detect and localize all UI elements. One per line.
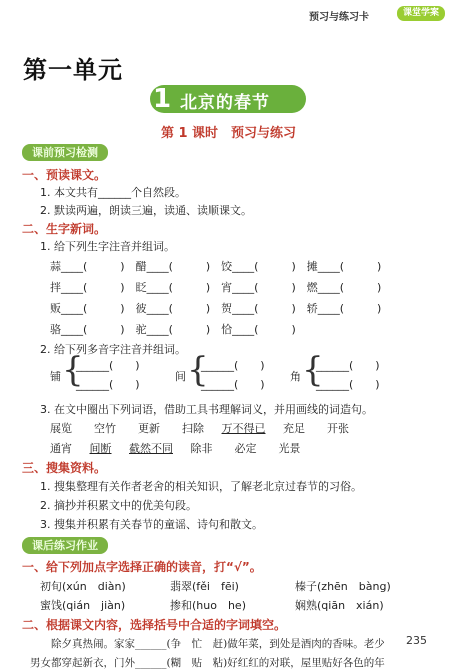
polyphone-char-2: 间: [175, 370, 186, 383]
pinyin-item: 翡翠(fěi fēi): [170, 580, 239, 593]
word-group: 除非 必定 光景: [190, 442, 301, 455]
question-3-1: 1. 搜集整理有关作者老舍的相关知识，了解老北京过春节的习俗。: [40, 480, 362, 493]
lesson-title: 北京的春节: [180, 93, 270, 113]
passage-line-1: 除夕真热闹。家家______(争 忙 赶)做年菜，到处是酒肉的香味。老少: [30, 638, 385, 650]
question-3-2: 2. 摘抄并积累文中的优美句段。: [40, 499, 197, 512]
page-number: 235: [406, 634, 427, 647]
unit-title: 第一单元: [23, 56, 123, 84]
polyphone-slot: ______( ): [316, 378, 380, 391]
header-title: 预习与练习卡: [309, 12, 369, 23]
char-row-1: 蒜____( ) 醋____( ) 饺____( ) 摊____( ): [50, 260, 382, 273]
underlined-word: 万不得已: [221, 422, 266, 435]
brace-2: {: [187, 350, 209, 390]
underlined-word: 间断: [89, 442, 112, 455]
section-preread: 一、预读课文。: [22, 168, 107, 182]
underlined-word: 截然不同: [129, 442, 173, 455]
polyphone-slot: ______( ): [201, 359, 265, 372]
polyphone-char-1: 铺: [50, 370, 61, 383]
char-row-4: 骆____( ) 驼____( ) 恰____( ): [50, 323, 296, 336]
section-fill-blank: 二、根据课文内容，选择括号中合适的字词填空。: [22, 618, 287, 632]
question-1-1: 1. 本文共有______个自然段。: [40, 186, 186, 199]
question-2-1: 1. 给下列生字注音并组词。: [40, 240, 175, 253]
header-badge: 课堂学案: [397, 6, 445, 21]
section-pronunciation: 一、给下列加点字选择正确的读音，打“√”。: [22, 560, 262, 574]
brace-3: {: [302, 350, 324, 390]
char-row-3: 贩____( ) 彼____( ) 贺____( ) 轿____( ): [50, 302, 382, 315]
word-group: 充足 开张: [283, 422, 349, 435]
brace-1: {: [62, 350, 84, 390]
word-group: 展览 空竹 更新 扫除: [50, 422, 204, 435]
polyphone-slot: ______( ): [201, 378, 265, 391]
word-list-1: [50, 420, 349, 436]
polyphone-slot: ______( ): [76, 359, 140, 372]
word-list-2: [50, 440, 301, 456]
polyphone-slot: ______( ): [316, 359, 380, 372]
pinyin-item: 掺和(huo he): [170, 599, 246, 612]
question-1-2: 2. 默读两遍，朗读三遍，读通、读顺课文。: [40, 204, 252, 217]
post-class-bar: 课后练习作业: [22, 537, 108, 554]
polyphone-slot: ______( ): [76, 378, 140, 391]
section-new-words: 二、生字新词。: [22, 222, 107, 236]
section-research: 三、搜集资料。: [22, 461, 107, 475]
pinyin-item: 娴熟(qiān xián): [295, 599, 384, 612]
pinyin-item: 蜜饯(qián jiàn): [40, 599, 126, 612]
polyphone-char-3: 角: [290, 370, 301, 383]
period-title: 第 1 课时 预习与练习: [160, 126, 297, 141]
pinyin-item: 榛子(zhēn bàng): [295, 580, 391, 593]
question-3-3: 3. 搜集并积累有关春节的童谣、诗句和散文。: [40, 518, 263, 531]
pinyin-item: 初旬(xún diàn): [40, 580, 126, 593]
question-2-2: 2. 给下列多音字注音并组词。: [40, 343, 186, 356]
passage-line-2: 男女都穿起新衣，门外______(糊 贴 粘)好红红的对联，屋里贴好各色的年: [30, 657, 385, 669]
lesson-number: 1: [153, 84, 172, 114]
question-2-3: 3. 在文中圈出下列词语，借助工具书理解词义，并用画线的词造句。: [40, 403, 373, 416]
word: 通宵: [50, 442, 72, 455]
pre-class-bar: 课前预习检测: [22, 144, 108, 161]
char-row-2: 拌____( ) 眨____( ) 宵____( ) 燃____( ): [50, 281, 382, 294]
